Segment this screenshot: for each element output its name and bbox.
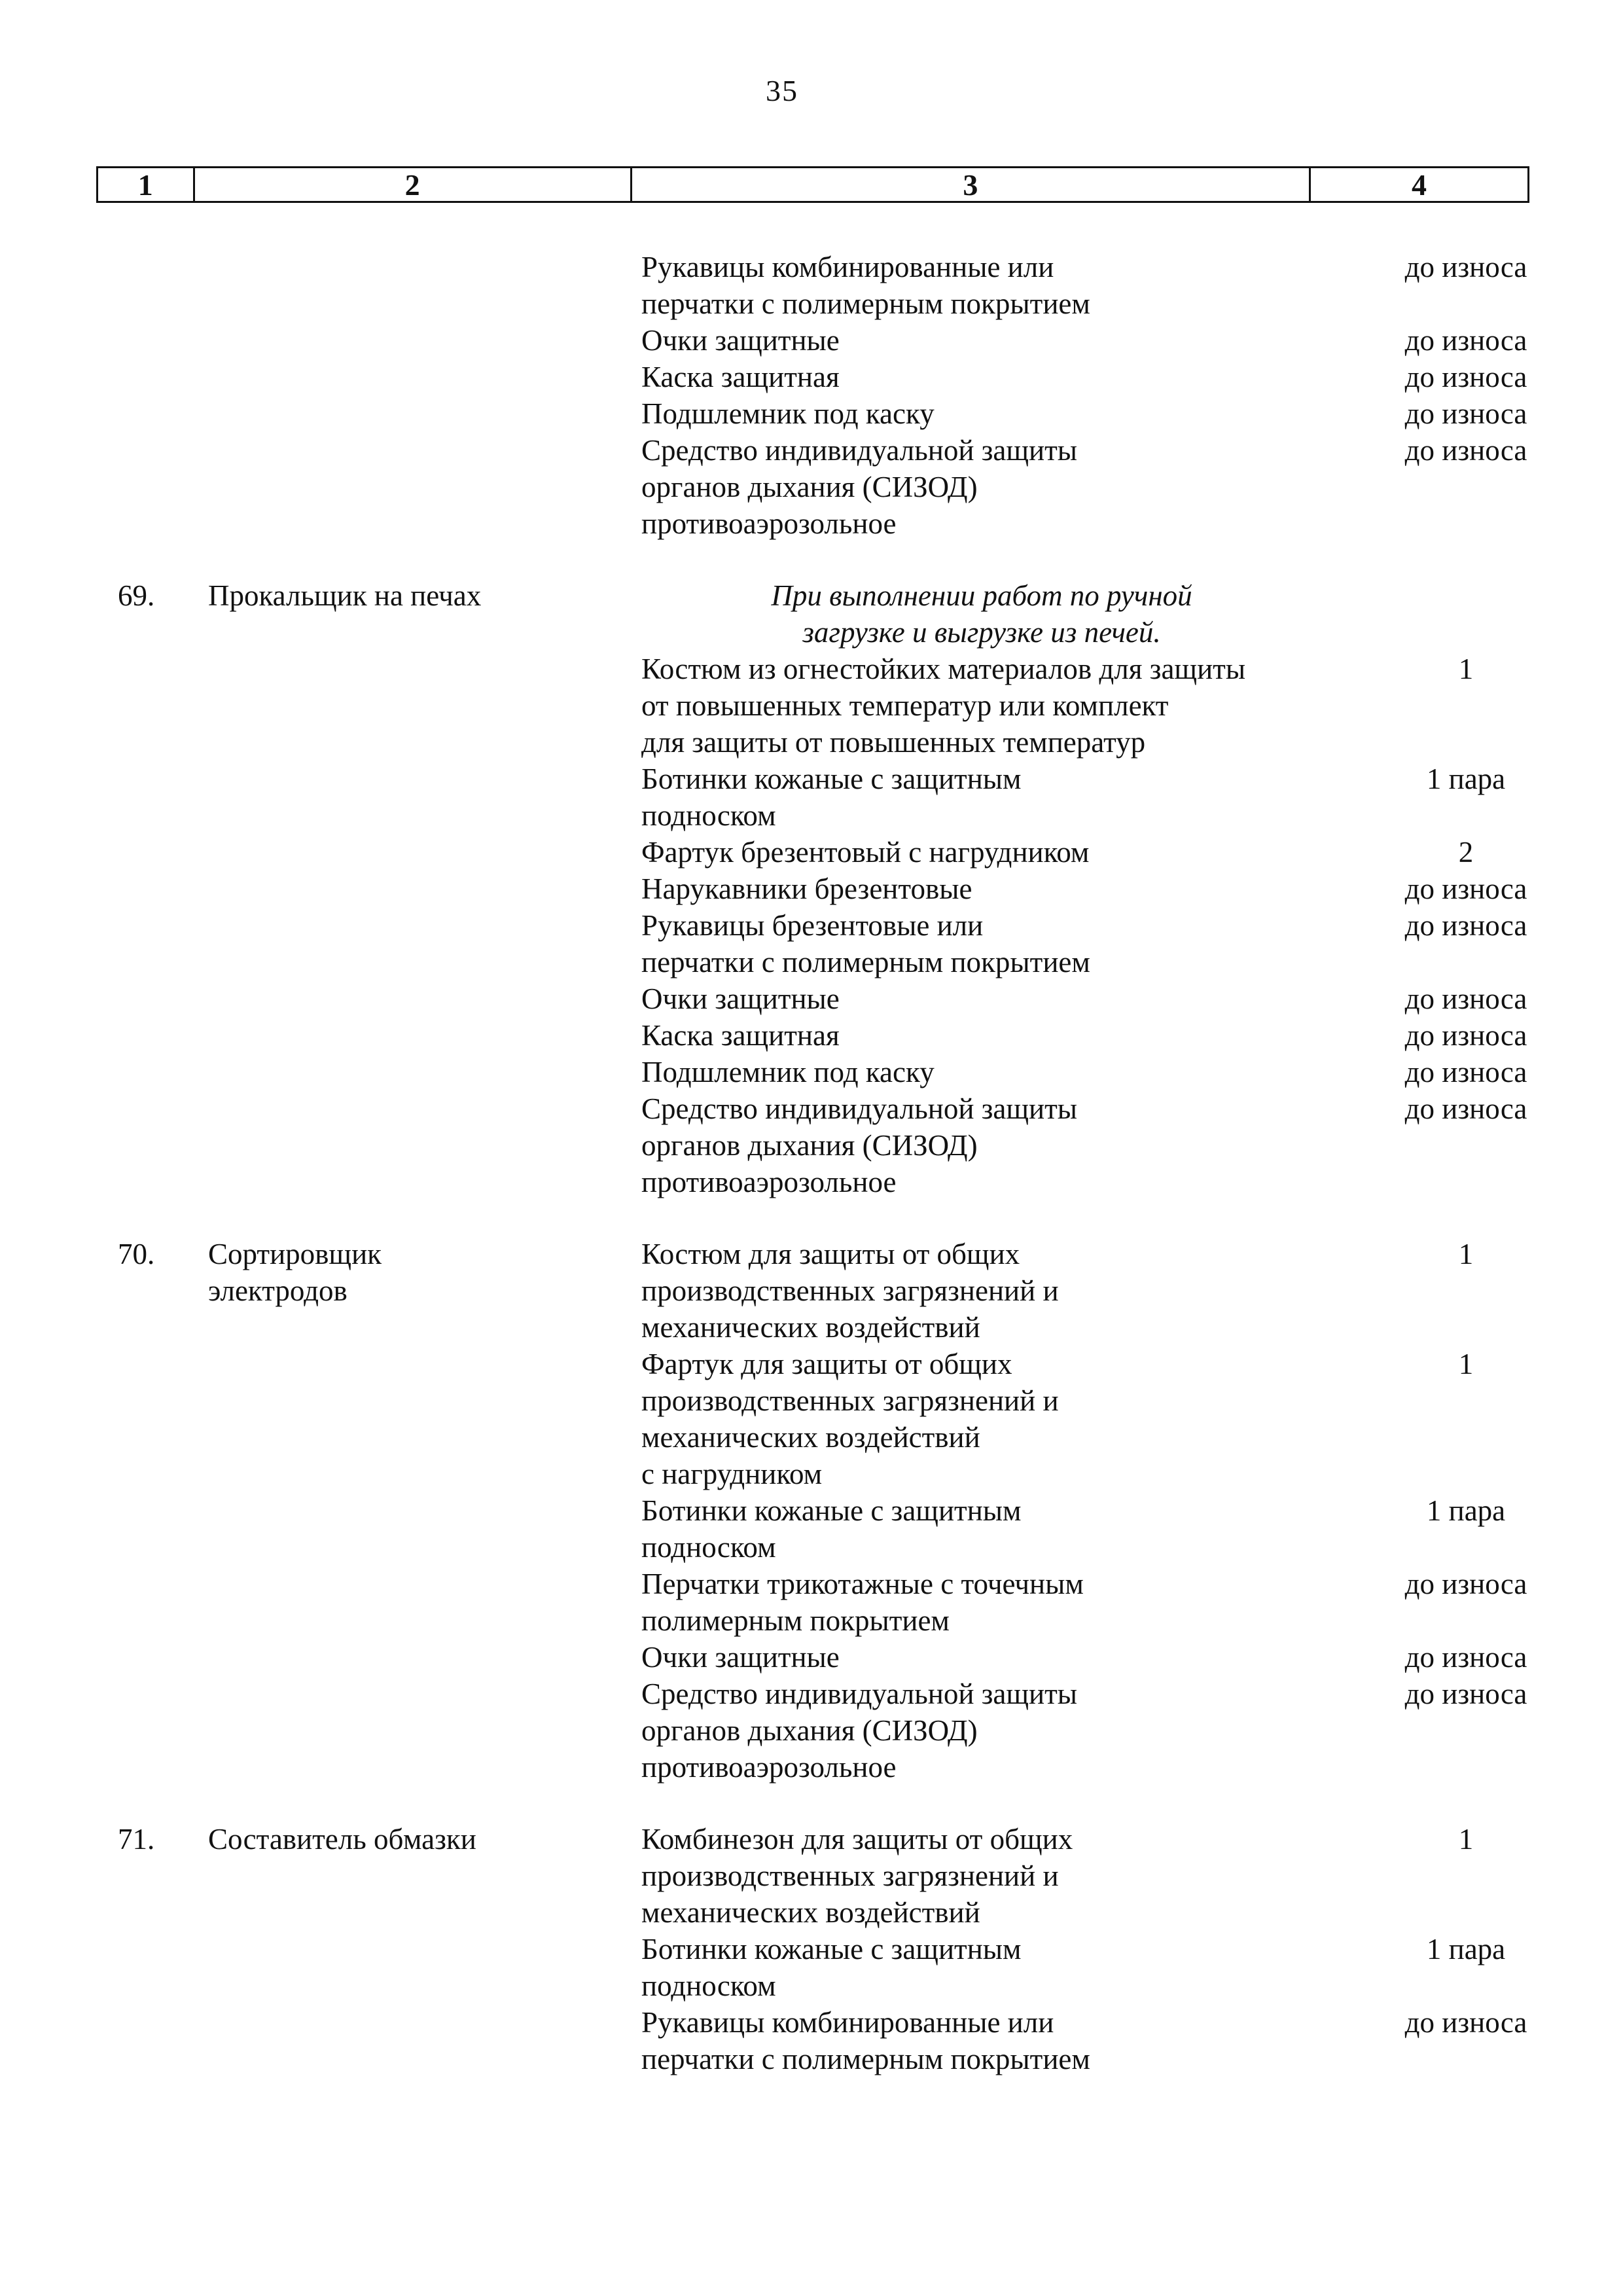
ppe-item: Ботинки кожаные с защитным bbox=[641, 1494, 1022, 1527]
issue-norm: до износа bbox=[1404, 1019, 1527, 1052]
ppe-item: полимерным покрытием bbox=[641, 1604, 950, 1637]
ppe-item: Нарукавники брезентовые bbox=[641, 872, 972, 905]
ppe-item: Костюм из огнестойких материалов для защиты bbox=[641, 653, 1246, 685]
ppe-item: Каска защитная bbox=[641, 361, 840, 393]
header-col-1: 1 bbox=[98, 168, 195, 201]
issue-norm: до износа bbox=[1404, 1641, 1527, 1674]
ppe-item: противоаэрозольное bbox=[641, 1166, 897, 1198]
ppe-item: Очки защитные bbox=[641, 324, 840, 357]
ppe-item: Ботинки кожаные с защитным bbox=[641, 762, 1022, 795]
issue-norm: до износа bbox=[1404, 1677, 1527, 1710]
ppe-item: Костюм для защиты от общих bbox=[641, 1238, 1020, 1270]
ppe-item: противоаэрозольное bbox=[641, 507, 897, 540]
issue-norm: до износа bbox=[1404, 361, 1527, 393]
ppe-item: органов дыхания (СИЗОД) bbox=[641, 1129, 978, 1162]
row-number: 70. bbox=[118, 1238, 155, 1270]
issue-norm: до износа bbox=[1404, 434, 1527, 467]
header-col-2: 2 bbox=[195, 168, 632, 201]
ppe-item: Средство индивидуальной защиты bbox=[641, 1092, 1078, 1125]
ppe-item: Рукавицы комбинированные или bbox=[641, 2006, 1054, 2039]
issue-norm: до износа bbox=[1404, 324, 1527, 357]
ppe-item: производственных загрязнений и bbox=[641, 1859, 1059, 1892]
ppe-item: с нагрудником bbox=[641, 1458, 823, 1490]
ppe-item: Комбинезон для защиты от общих bbox=[641, 1823, 1073, 1856]
issue-norm: до износа bbox=[1404, 909, 1527, 942]
ppe-item: Очки защитные bbox=[641, 1641, 840, 1674]
issue-norm: до износа bbox=[1404, 397, 1527, 430]
ppe-item: Подшлемник под каску bbox=[641, 1056, 935, 1088]
ppe-item: механических воздействий bbox=[641, 1421, 980, 1454]
ppe-item: подноском bbox=[641, 1531, 776, 1564]
ppe-item: Подшлемник под каску bbox=[641, 397, 935, 430]
issue-norm: до износа bbox=[1404, 872, 1527, 905]
work-condition: загрузке и выгрузке из печей. bbox=[802, 616, 1161, 649]
ppe-item: перчатки с полимерным покрытием bbox=[641, 946, 1090, 978]
header-col-3: 3 bbox=[632, 168, 1311, 201]
ppe-item: Рукавицы брезентовые или bbox=[641, 909, 984, 942]
issue-norm: до износа bbox=[1404, 1056, 1527, 1088]
issue-norm: до износа bbox=[1404, 1568, 1527, 1600]
ppe-item: Очки защитные bbox=[641, 982, 840, 1015]
ppe-item: производственных загрязнений и bbox=[641, 1384, 1059, 1417]
ppe-item: подноском bbox=[641, 799, 776, 832]
profession-name: Прокальщик на печах bbox=[208, 579, 482, 612]
ppe-item: органов дыхания (СИЗОД) bbox=[641, 1714, 978, 1747]
issue-norm: до износа bbox=[1404, 982, 1527, 1015]
issue-norm: 1 bbox=[1458, 1823, 1474, 1856]
ppe-item: Фартук брезентовый с нагрудником bbox=[641, 836, 1090, 869]
ppe-item: для защиты от повышенных температур bbox=[641, 726, 1146, 759]
ppe-item: противоаэрозольное bbox=[641, 1751, 897, 1784]
issue-norm: 1 пара bbox=[1426, 1933, 1506, 1965]
ppe-item: производственных загрязнений и bbox=[641, 1274, 1059, 1307]
row-number: 69. bbox=[118, 579, 155, 612]
ppe-item: Ботинки кожаные с защитным bbox=[641, 1933, 1022, 1965]
profession-name: электродов bbox=[208, 1274, 348, 1307]
issue-norm: 1 пара bbox=[1426, 762, 1506, 795]
ppe-item: Фартук для защиты от общих bbox=[641, 1348, 1012, 1380]
work-condition: При выполнении работ по ручной bbox=[771, 579, 1192, 612]
issue-norm: 1 bbox=[1458, 1348, 1474, 1380]
issue-norm: 1 пара bbox=[1426, 1494, 1506, 1527]
ppe-item: механических воздействий bbox=[641, 1311, 980, 1344]
ppe-item: перчатки с полимерным покрытием bbox=[641, 2043, 1090, 2075]
ppe-item: от повышенных температур или комплект bbox=[641, 689, 1169, 722]
issue-norm: до износа bbox=[1404, 251, 1527, 283]
ppe-item: Средство индивидуальной защиты bbox=[641, 1677, 1078, 1710]
profession-name: Сортировщик bbox=[208, 1238, 382, 1270]
ppe-item: Каска защитная bbox=[641, 1019, 840, 1052]
ppe-item: Средство индивидуальной защиты bbox=[641, 434, 1078, 467]
profession-name: Составитель обмазки bbox=[208, 1823, 476, 1856]
row-number: 71. bbox=[118, 1823, 155, 1856]
header-col-4: 4 bbox=[1411, 168, 1427, 202]
issue-norm: 2 bbox=[1458, 836, 1474, 869]
ppe-item: перчатки с полимерным покрытием bbox=[641, 287, 1090, 320]
ppe-item: Рукавицы комбинированные или bbox=[641, 251, 1054, 283]
page-number: 35 bbox=[766, 74, 798, 107]
issue-norm: до износа bbox=[1404, 1092, 1527, 1125]
ppe-item: органов дыхания (СИЗОД) bbox=[641, 471, 978, 503]
issue-norm: 1 bbox=[1458, 653, 1474, 685]
issue-norm: до износа bbox=[1404, 2006, 1527, 2039]
ppe-item: механических воздействий bbox=[641, 1896, 980, 1929]
table-header bbox=[96, 166, 1529, 203]
issue-norm: 1 bbox=[1458, 1238, 1474, 1270]
ppe-item: подноском bbox=[641, 1969, 776, 2002]
ppe-item: Перчатки трикотажные с точечным bbox=[641, 1568, 1084, 1600]
